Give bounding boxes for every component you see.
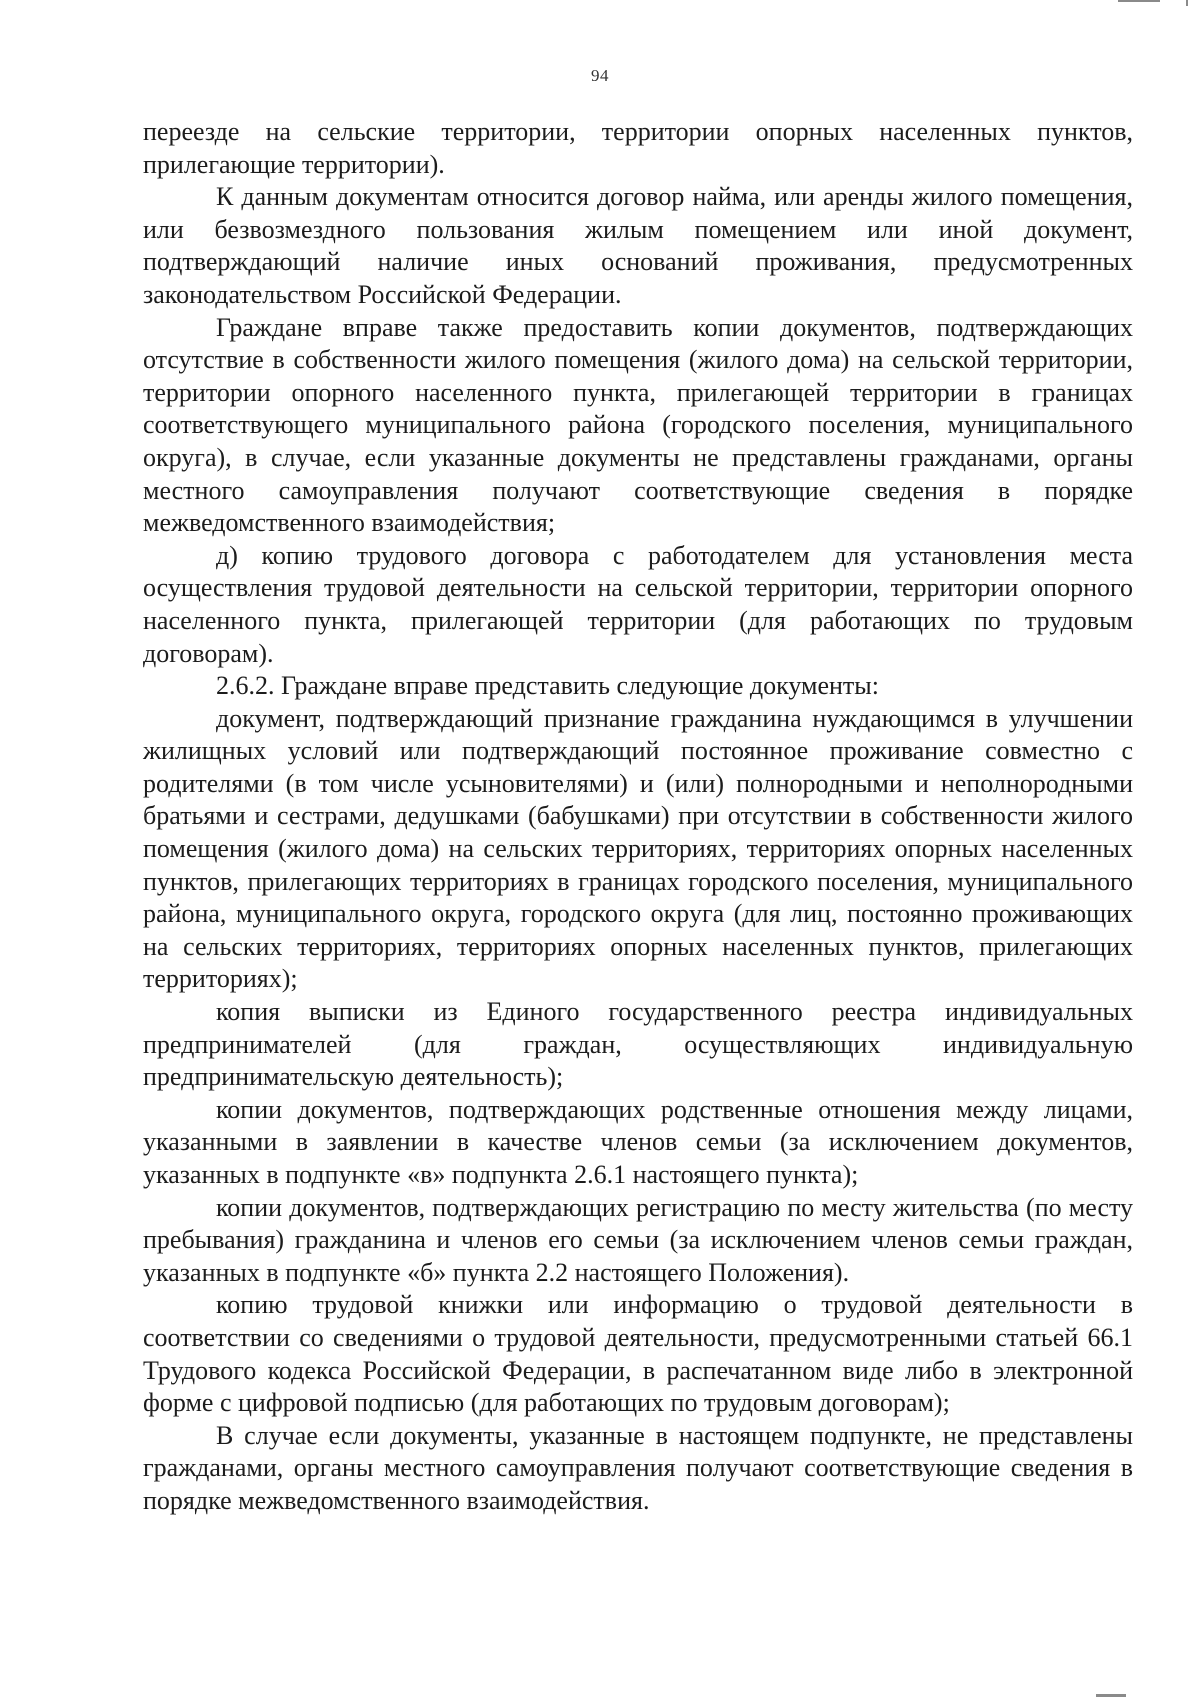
paragraph: копию трудовой книжки или информацию о трудовой деятельности в соответствии со сведениями о трудовой деятельности, предусмотренными статьей 66.1 Трудового кодекса Российской Федерации, в распечатанном виде либо в электронной форме с цифровой подписью (для работающих по трудовым договорам); — [143, 1290, 1133, 1418]
paragraph: копия выписки из Единого государственного реестра индивидуальных предпринимателей (для граждан, осуществляющих индивидуальную предпринимательскую деятельность); — [143, 997, 1133, 1092]
scan-artifact-top-right — [1186, 0, 1188, 6]
paragraph: копии документов, подтверждающих родственные отношения между лицами, указанными в заявлении в качестве членов семьи (за исключением документов, указанных в подпункте «в» подпункта 2.6.1 настоящего пункта); — [143, 1094, 1133, 1189]
document-body — [143, 116, 1133, 1518]
paragraph: переезде на сельские территории, территории опорных населенных пунктов, прилегающие территории). — [143, 117, 1133, 179]
paragraph: копии документов, подтверждающих регистрацию по месту жительства (по месту пребывания) гражданина и членов его семьи (за исключением членов семьи граждан, указанных в подпункте «б» пункта 2.2 настоящего Положения). — [143, 1192, 1133, 1287]
paragraph: документ, подтверждающий признание гражданина нуждающимся в улучшении жилищных условий или подтверждающий постоянное проживание совместно с родителями (в том числе усыновителями) и (или) полнородными и неполнородными братьями и сестрами, дедушками (бабушками) при отсутствии в собственности жилого помещения (жилого дома) на сельских территориях, территориях опорных населенных пунктов, прилегающих территориях в границах городского поселения, муниципального района, муниципального округа, городского округа (для лиц, постоянно проживающих на сельских территориях, территориях опорных населенных пунктов, прилегающих территориях); — [143, 703, 1133, 994]
paragraph: д) копию трудового договора с работодателем для установления места осуществления трудовой деятельности на сельской территории, территории опорного населенного пункта, прилегающей территории (для работающих по трудовым договорам). — [143, 540, 1133, 668]
paragraph: 2.6.2. Граждане вправе представить следующие документы: — [216, 671, 879, 701]
scan-artifact-top — [1118, 0, 1160, 2]
page-number: 94 — [591, 66, 609, 85]
paragraph: В случае если документы, указанные в настоящем подпункте, не представлены гражданами, органы местного самоуправления получают соответствующие сведения в порядке межведомственного взаимодействия. — [143, 1420, 1133, 1515]
paragraph: Граждане вправе также предоставить копии документов, подтверждающих отсутствие в собственности жилого помещения (жилого дома) на сельской территории, территории опорного населенного пункта, прилегающей территории в границах соответствующего муниципального района (городского поселения, муниципального округа), в случае, если указанные документы не представлены гражданами, органы местного самоуправления получают соответствующие сведения в порядке межведомственного взаимодействия; — [143, 312, 1133, 538]
paragraph: К данным документам относится договор найма, или аренды жилого помещения, или безвозмездного пользования жилым помещением или иной документ, подтверждающий наличие иных оснований проживания, предусмотренных законодательством Российской Федерации. — [143, 182, 1133, 309]
